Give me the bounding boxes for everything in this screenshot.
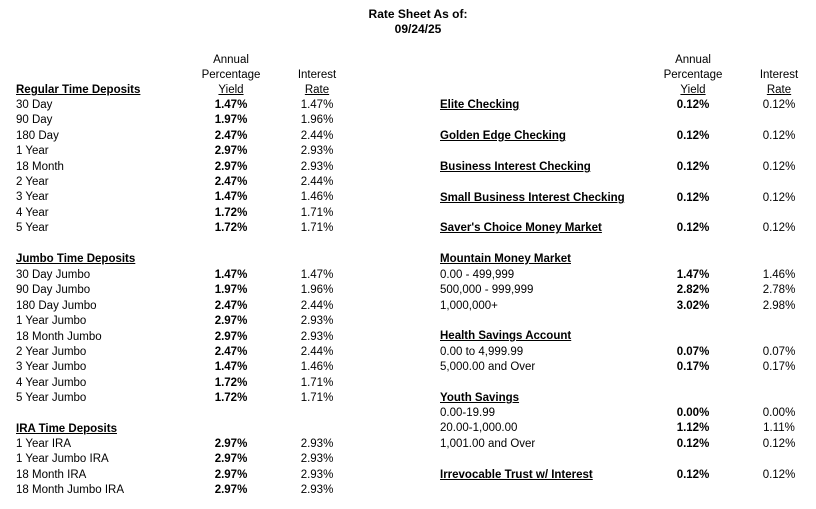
business-interest-checking-rate: 0.12% (762, 161, 796, 173)
jumbo-deposit-row-label: 3 Year Jumbo (16, 361, 87, 373)
regular-deposit-row-label: 30 Day (16, 99, 53, 111)
golden-edge-checking-label: Golden Edge Checking (440, 130, 566, 142)
ira-deposit-row-apy: 2.97% (214, 469, 248, 481)
irrevocable-trust-rate: 0.12% (762, 469, 796, 481)
right-apy-header-3: Yield (680, 84, 706, 96)
page-title: Rate Sheet As of: (368, 7, 468, 21)
regular-deposit-row-label: 180 Day (16, 130, 59, 142)
jumbo-deposit-row-apy: 2.47% (214, 346, 248, 358)
jumbo-deposit-row-label: 180 Day Jumbo (16, 300, 97, 312)
regular-deposit-row-label: 1 Year (16, 145, 49, 157)
elite-checking-rate: 0.12% (762, 99, 796, 111)
right-rate-header-1: Interest (759, 69, 799, 81)
jumbo-deposit-row-rate: 1.47% (300, 269, 334, 281)
mountain-tier-row-rate: 2.78% (762, 284, 796, 296)
hsa-tier-row-label: 0.00 to 4,999.99 (440, 346, 524, 358)
regular-deposit-row-label: 3 Year (16, 191, 49, 203)
jumbo-deposit-row-apy: 2.97% (214, 315, 248, 327)
jumbo-deposit-row-label: 4 Year Jumbo (16, 377, 87, 389)
jumbo-deposit-row-rate: 2.93% (300, 331, 334, 343)
regular-deposit-row-apy: 1.72% (214, 222, 248, 234)
regular-deposit-row-label: 5 Year (16, 222, 49, 234)
ira-deposit-row-apy: 2.97% (214, 438, 248, 450)
irrevocable-trust-apy: 0.12% (676, 469, 710, 481)
page-date: 09/24/25 (394, 22, 442, 36)
regular-deposit-row-rate: 2.44% (300, 176, 334, 188)
jumbo-deposit-row-label: 5 Year Jumbo (16, 392, 87, 404)
regular-deposit-row-apy: 1.72% (214, 207, 248, 219)
mountain-tier-row-label: 0.00 - 499,999 (440, 269, 515, 281)
ira-deposit-row-label: 18 Month Jumbo IRA (16, 484, 125, 496)
left-rate-header-1: Interest (297, 69, 337, 81)
jumbo-deposit-row-label: 2 Year Jumbo (16, 346, 87, 358)
jumbo-deposit-row-apy: 2.47% (214, 300, 248, 312)
hsa-tier-row-rate: 0.07% (762, 346, 796, 358)
jumbo-deposit-row-rate: 1.71% (300, 377, 334, 389)
jumbo-deposit-row-label: 1 Year Jumbo (16, 315, 87, 327)
jumbo-deposit-row-apy: 1.72% (214, 377, 248, 389)
jumbo-deposits-heading: Jumbo Time Deposits (16, 253, 136, 265)
ira-deposit-row-rate: 2.93% (300, 484, 334, 496)
left-rate-header-2: Rate (304, 84, 330, 96)
youth-tier-row-apy: 0.12% (676, 438, 710, 450)
jumbo-deposit-row-rate: 1.96% (300, 284, 334, 296)
jumbo-deposit-row-rate: 2.93% (300, 315, 334, 327)
business-interest-checking-apy: 0.12% (676, 161, 710, 173)
ira-deposit-row-rate: 2.93% (300, 453, 334, 465)
mountain-tier-row-apy: 1.47% (676, 269, 710, 281)
irrevocable-trust-label: Irrevocable Trust w/ Interest (440, 469, 593, 481)
elite-checking-label: Elite Checking (440, 99, 520, 111)
ira-deposit-row-rate: 2.93% (300, 469, 334, 481)
ira-deposit-row-label: 18 Month IRA (16, 469, 87, 481)
regular-deposit-row-apy: 1.47% (214, 99, 248, 111)
regular-deposit-row-apy: 2.97% (214, 145, 248, 157)
right-rate-header-2: Rate (766, 84, 792, 96)
ira-deposit-row-label: 1 Year Jumbo IRA (16, 453, 109, 465)
ira-deposit-row-rate: 2.93% (300, 438, 334, 450)
regular-deposit-row-rate: 2.93% (300, 161, 334, 173)
jumbo-deposit-row-apy: 1.47% (214, 361, 248, 373)
youth-tier-row-label: 0.00-19.99 (440, 407, 495, 419)
elite-checking-apy: 0.12% (676, 99, 710, 111)
golden-edge-checking-apy: 0.12% (676, 130, 710, 142)
regular-deposit-row-rate: 1.47% (300, 99, 334, 111)
hsa-tier-row-apy: 0.17% (676, 361, 710, 373)
left-apy-header-2: Percentage (201, 69, 261, 81)
hsa-tier-row-rate: 0.17% (762, 361, 796, 373)
savers-choice-apy: 0.12% (676, 222, 710, 234)
regular-deposit-row-rate: 1.46% (300, 191, 334, 203)
regular-deposit-row-apy: 1.97% (214, 114, 248, 126)
right-apy-header-1: Annual (675, 54, 711, 66)
mountain-money-market-heading: Mountain Money Market (440, 253, 571, 265)
hsa-tier-row-apy: 0.07% (676, 346, 710, 358)
regular-deposit-row-apy: 1.47% (214, 191, 248, 203)
jumbo-deposit-row-rate: 2.44% (300, 300, 334, 312)
regular-deposit-row-apy: 2.47% (214, 176, 248, 188)
jumbo-deposit-row-label: 30 Day Jumbo (16, 269, 91, 281)
regular-deposit-row-rate: 2.44% (300, 130, 334, 142)
jumbo-deposit-row-apy: 1.47% (214, 269, 248, 281)
youth-tier-row-rate: 0.12% (762, 438, 796, 450)
ira-deposits-heading: IRA Time Deposits (16, 423, 117, 435)
jumbo-deposit-row-apy: 2.97% (214, 331, 248, 343)
youth-tier-row-apy: 0.00% (676, 407, 710, 419)
youth-tier-row-rate: 1.11% (763, 422, 795, 434)
right-apy-header-2: Percentage (663, 69, 723, 81)
youth-tier-row-label: 1,001.00 and Over (440, 438, 536, 450)
left-apy-header-3: Yield (218, 84, 244, 96)
mountain-tier-row-rate: 2.98% (762, 300, 796, 312)
left-apy-header-1: Annual (213, 54, 249, 66)
jumbo-deposit-row-label: 90 Day Jumbo (16, 284, 91, 296)
jumbo-deposit-row-rate: 1.46% (300, 361, 334, 373)
hsa-tier-row-label: 5,000.00 and Over (440, 361, 536, 373)
regular-deposit-row-rate: 1.96% (300, 114, 334, 126)
ira-deposit-row-apy: 2.97% (214, 484, 248, 496)
mountain-tier-row-apy: 3.02% (676, 300, 710, 312)
savers-choice-label: Saver's Choice Money Market (440, 222, 602, 234)
youth-tier-row-apy: 1.12% (676, 422, 710, 434)
regular-deposit-row-apy: 2.97% (214, 161, 248, 173)
regular-deposit-row-apy: 2.47% (214, 130, 248, 142)
mountain-tier-row-rate: 1.46% (762, 269, 796, 281)
jumbo-deposit-row-label: 18 Month Jumbo (16, 331, 102, 343)
ira-deposit-row-label: 1 Year IRA (16, 438, 71, 450)
jumbo-deposit-row-apy: 1.72% (214, 392, 248, 404)
business-interest-checking-label: Business Interest Checking (440, 161, 591, 173)
savers-choice-rate: 0.12% (762, 222, 796, 234)
health-savings-heading: Health Savings Account (440, 330, 572, 342)
jumbo-deposit-row-apy: 1.97% (214, 284, 248, 296)
youth-tier-row-rate: 0.00% (762, 407, 796, 419)
regular-deposit-row-label: 90 Day (16, 114, 53, 126)
youth-savings-heading: Youth Savings (440, 392, 520, 404)
mountain-tier-row-apy: 2.82% (676, 284, 710, 296)
regular-deposit-row-rate: 1.71% (300, 207, 334, 219)
ira-deposit-row-apy: 2.97% (214, 453, 248, 465)
regular-deposit-row-label: 2 Year (16, 176, 49, 188)
regular-deposit-row-label: 18 Month (16, 161, 64, 173)
jumbo-deposit-row-rate: 2.44% (300, 346, 334, 358)
regular-deposit-row-label: 4 Year (16, 207, 49, 219)
mountain-tier-row-label: 1,000,000+ (440, 300, 498, 312)
small-business-checking-rate: 0.12% (762, 192, 796, 204)
youth-tier-row-label: 20.00-1,000.00 (440, 422, 518, 434)
jumbo-deposit-row-rate: 1.71% (300, 392, 334, 404)
regular-deposits-heading: Regular Time Deposits (16, 84, 141, 96)
small-business-checking-label: Small Business Interest Checking (440, 192, 625, 204)
regular-deposit-row-rate: 1.71% (300, 222, 334, 234)
golden-edge-checking-rate: 0.12% (762, 130, 796, 142)
regular-deposit-row-rate: 2.93% (300, 145, 334, 157)
mountain-tier-row-label: 500,000 - 999,999 (440, 284, 534, 296)
small-business-checking-apy: 0.12% (676, 192, 710, 204)
